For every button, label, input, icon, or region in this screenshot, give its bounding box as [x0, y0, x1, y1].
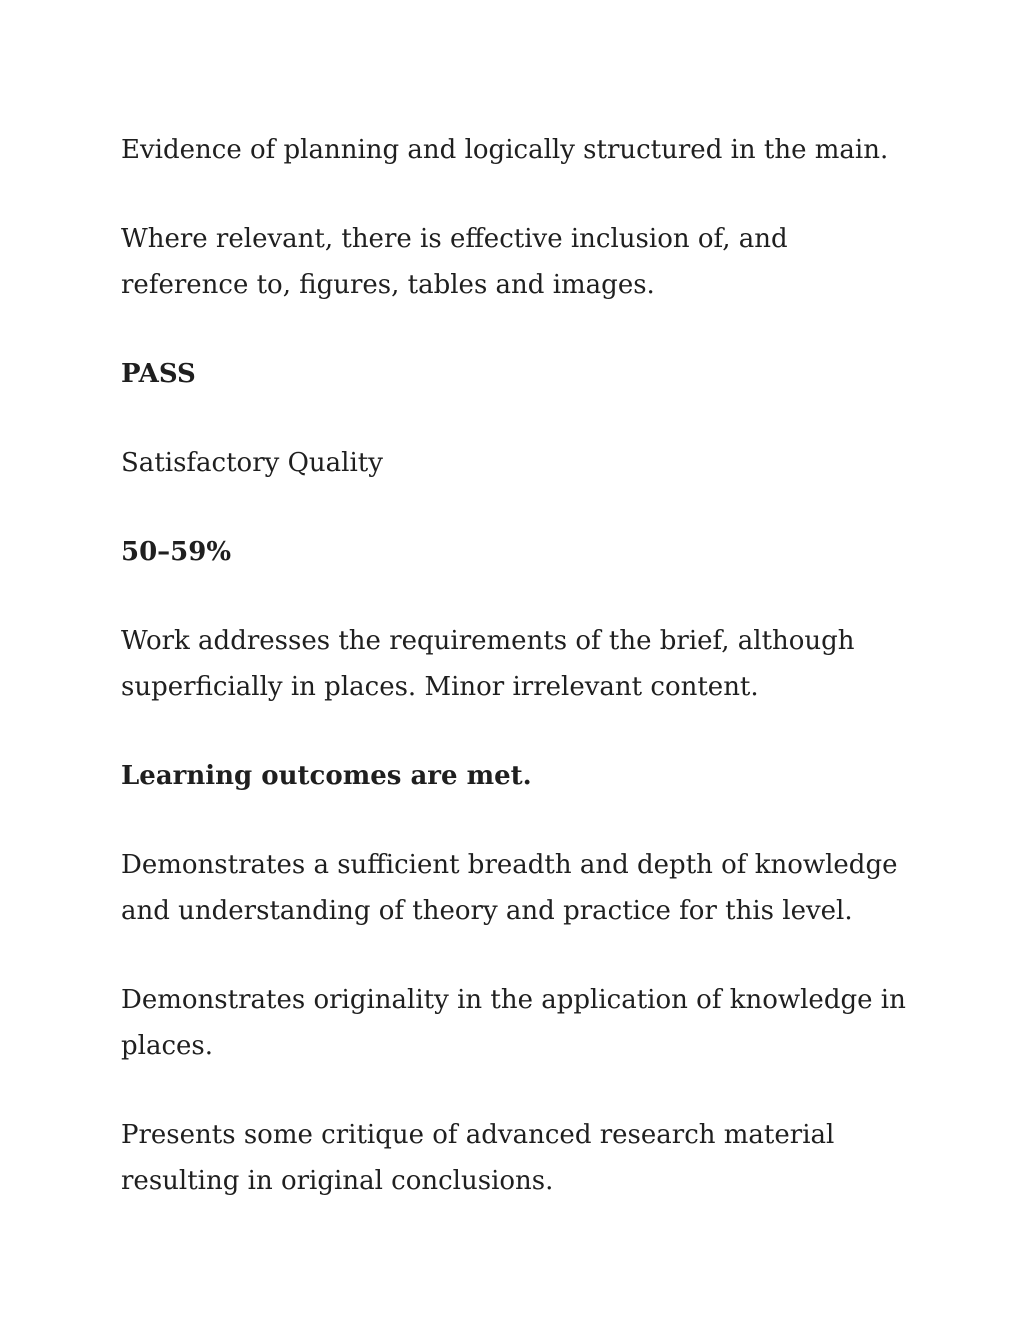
grade-heading: PASS: [121, 359, 196, 389]
paragraph-requirements: Work addresses the requirements of the brief, although superficially in places. Minor irrelevant content.: [121, 626, 855, 702]
learning-outcomes-heading: Learning outcomes are met.: [121, 761, 532, 791]
paragraph-critique: Presents some critique of advanced research material resulting in original conclusions.: [121, 1120, 835, 1196]
paragraph-planning: Evidence of planning and logically structured in the main.: [121, 135, 889, 165]
grade-range: 50–59%: [121, 537, 232, 567]
paragraph-knowledge: Demonstrates a sufficient breadth and depth of knowledge and understanding of theory and practice for this level.: [121, 850, 898, 926]
grade-quality-label: Satisfactory Quality: [121, 448, 383, 478]
paragraph-originality: Demonstrates originality in the application of knowledge in places.: [121, 985, 906, 1061]
paragraph-figures-tables: Where relevant, there is effective inclusion of, and reference to, figures, tables and images.: [121, 224, 788, 300]
document-page: [121, 127, 921, 1247]
